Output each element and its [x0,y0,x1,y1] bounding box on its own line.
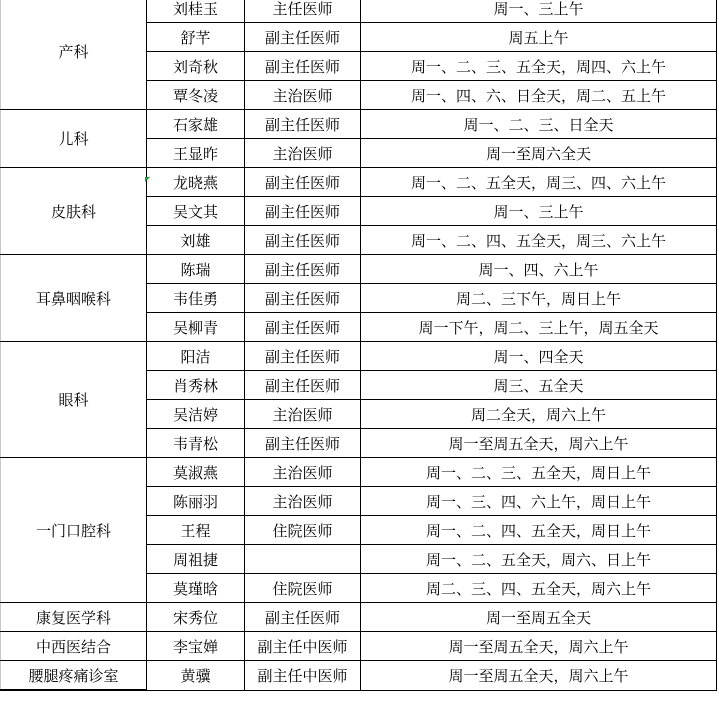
schedule-cell: 周一、三上午 [361,197,717,226]
table-row [1,168,717,197]
schedule-cell: 周一、二、四、五全天，周日上午 [361,516,717,545]
schedule-cell: 周二全天，周六上午 [361,400,717,429]
doctor-title-cell: 主任医师 [245,0,361,23]
doctor-name-cell: 王显昨 [147,139,245,168]
schedule-cell: 周一、二、三、日全天 [361,110,717,139]
department-cell: 中西医结合 [1,632,147,661]
table-row [1,632,717,661]
schedule-cell: 周一、三上午 [361,0,717,23]
department-cell: 产科 [1,0,147,110]
cell-comment-marker [145,177,150,182]
doctor-name-cell: 阳洁 [147,342,245,371]
department-cell: 一门口腔科 [1,458,147,603]
department-cell: 耳鼻咽喉科 [1,255,147,342]
doctor-name-cell: 黄骥 [147,661,245,691]
schedule-table-body [1,0,717,690]
doctor-name-cell: 石家雄 [147,110,245,139]
table-row [1,0,717,23]
doctor-name-cell: 吴洁婷 [147,400,245,429]
doctor-title-cell [245,545,361,574]
department-cell: 腰腿疼痛诊室 [1,661,147,691]
schedule-cell: 周一至周五全天，周六上午 [361,661,717,691]
doctor-name-cell: 莫淑燕 [147,458,245,487]
department-cell: 眼科 [1,342,147,458]
doctor-title-cell: 副主任医师 [245,603,361,632]
schedule-cell: 周一、三、四、六上午，周日上午 [361,487,717,516]
department-cell: 皮肤科 [1,168,147,255]
schedule-cell: 周一下午，周二、三上午，周五全天 [361,313,717,342]
schedule-cell: 周三、五全天 [361,371,717,400]
doctor-title-cell: 副主任医师 [245,255,361,284]
doctor-title-cell: 副主任医师 [245,197,361,226]
doctor-title-cell: 副主任医师 [245,342,361,371]
schedule-cell: 周一、四、六、日全天，周二、五上午 [361,81,717,110]
table-row [1,342,717,371]
doctor-name-cell: 舒芊 [147,23,245,52]
doctor-name-cell: 陈瑞 [147,255,245,284]
doctor-name-cell: 李宝婵 [147,632,245,661]
schedule-cell: 周二、三、四、五全天，周六上午 [361,574,717,603]
table-row [1,603,717,632]
table-row [1,255,717,284]
doctor-name-cell: 吴文其 [147,197,245,226]
doctor-name-cell: 覃冬凌 [147,81,245,110]
doctor-name-cell: 刘桂玉 [147,0,245,23]
doctor-name-cell: 周祖捷 [147,545,245,574]
doctor-title-cell: 副主任医师 [245,284,361,313]
doctor-name-cell: 王程 [147,516,245,545]
doctor-title-cell: 副主任医师 [245,371,361,400]
schedule-cell: 周一至周五全天，周六上午 [361,429,717,458]
schedule-cell: 周一、二、五全天，周六、日上午 [361,545,717,574]
table-row [1,661,717,691]
schedule-cell: 周一至周五全天，周六上午 [361,632,717,661]
schedule-cell: 周一、二、三、五全天，周日上午 [361,458,717,487]
doctor-name-cell: 陈丽羽 [147,487,245,516]
table-row [1,458,717,487]
doctor-title-cell: 副主任医师 [245,23,361,52]
doctor-title-cell: 住院医师 [245,574,361,603]
schedule-cell: 周一、四全天 [361,342,717,371]
schedule-cell: 周一、二、四、五全天，周三、六上午 [361,226,717,255]
schedule-cell: 周五上午 [361,23,717,52]
doctor-name-cell: 刘雄 [147,226,245,255]
doctor-name-cell: 莫瑾晗 [147,574,245,603]
schedule-cell: 周二、三下午，周日上午 [361,284,717,313]
doctor-title-cell: 副主任中医师 [245,632,361,661]
doctor-name-cell: 韦佳勇 [147,284,245,313]
doctor-name-cell: 吴柳青 [147,313,245,342]
doctor-title-cell: 副主任医师 [245,226,361,255]
doctor-name-cell: 肖秀林 [147,371,245,400]
schedule-cell: 周一至周五全天 [361,603,717,632]
schedule-cell: 周一、二、三、五全天，周四、六上午 [361,52,717,81]
doctor-title-cell: 主治医师 [245,487,361,516]
table-row [1,110,717,139]
doctor-title-cell: 副主任医师 [245,429,361,458]
department-cell: 康复医学科 [1,603,147,632]
schedule-cell: 周一至周六全天 [361,139,717,168]
doctor-title-cell: 副主任医师 [245,313,361,342]
doctor-name-cell: 龙晓燕 [147,168,245,197]
doctor-title-cell: 副主任医师 [245,168,361,197]
doctor-title-cell: 副主任医师 [245,110,361,139]
doctor-title-cell: 副主任医师 [245,52,361,81]
doctor-title-cell: 住院医师 [245,516,361,545]
schedule-cell: 周一、二、五全天，周三、四、六上午 [361,168,717,197]
doctor-name-cell: 韦青松 [147,429,245,458]
department-cell: 儿科 [1,110,147,168]
doctor-name-cell: 宋秀位 [147,603,245,632]
doctor-name-cell: 刘奇秋 [147,52,245,81]
doctor-title-cell: 主治医师 [245,458,361,487]
doctor-title-cell: 主治医师 [245,400,361,429]
doctor-title-cell: 主治医师 [245,81,361,110]
schedule-cell: 周一、四、六上午 [361,255,717,284]
doctor-title-cell: 主治医师 [245,139,361,168]
doctor-title-cell: 副主任中医师 [245,661,361,691]
